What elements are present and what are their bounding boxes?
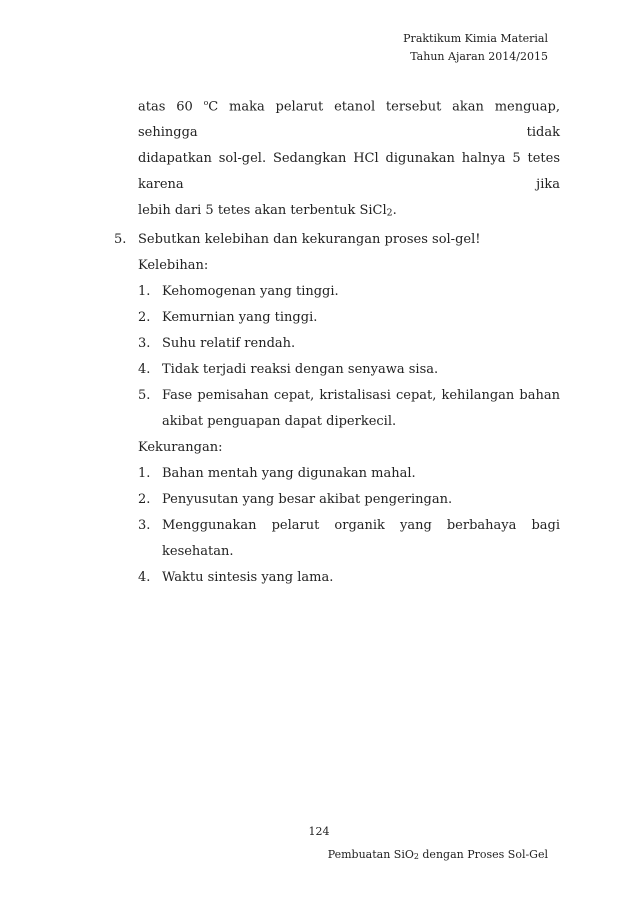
item-text: Kehomogenan yang tinggi. (162, 283, 339, 299)
footer-title-text: dengan Proses Sol-Gel (418, 848, 548, 861)
item-number: 1. (138, 465, 151, 481)
item-number: 3. (138, 517, 151, 533)
header-course: Praktikum Kimia Material (403, 32, 548, 45)
question-text: Sebutkan kelebihan dan kekurangan proses sol-gel! (138, 231, 481, 247)
subscript: 2 (413, 852, 419, 862)
subscript: 2 (386, 207, 393, 219)
intro-text: . (392, 203, 397, 219)
kelebihan-heading: Kelebihan: (138, 257, 209, 273)
list-item (114, 383, 560, 435)
item-number: 5. (138, 387, 151, 403)
kelebihan-list (114, 279, 560, 435)
item-number: 1. (138, 283, 151, 299)
intro-text: atas 60 (138, 99, 204, 115)
page-number: 124 (308, 825, 330, 838)
list-item (114, 565, 560, 591)
intro-line-3 (114, 198, 560, 226)
kekurangan-heading: Kekurangan: (138, 439, 223, 455)
intro-line-1 (114, 90, 560, 146)
list-item (114, 487, 560, 513)
item-text: Waktu sintesis yang lama. (162, 569, 334, 585)
list-item (114, 305, 560, 331)
list-item (114, 279, 560, 305)
item-text: Menggunakan pelarut organik yang berbahaya bagi kesehatan. (162, 517, 560, 559)
item-text: Bahan mentah yang digunakan mahal. (162, 465, 416, 481)
item-text: Kemurnian yang tinggi. (162, 309, 318, 325)
list-item (114, 513, 560, 565)
page-header (403, 30, 548, 66)
list-item (114, 461, 560, 487)
item-number: 2. (138, 309, 151, 325)
item-number: 4. (138, 361, 151, 377)
page-content (114, 90, 560, 591)
item-text: Fase pemisahan cepat, kristalisasi cepat, kehilangan bahan akibat penguapan dapat diperkecil. (162, 387, 560, 429)
question-5 (114, 227, 560, 253)
question-number: 5. (114, 231, 127, 247)
kekurangan-list (114, 461, 560, 591)
footer-title-text: Pembuatan SiO (327, 848, 414, 861)
item-number: 2. (138, 491, 151, 507)
intro-line-2: didapatkan sol-gel. Sedangkan HCl digunakan halnya 5 tetes karena jika (138, 151, 560, 193)
item-text: Tidak terjadi reaksi dengan senyawa sisa. (162, 361, 439, 377)
intro-text: lebih dari 5 tetes akan terbentuk SiCl (138, 203, 387, 219)
intro-text: C maka pelarut etanol tersebut akan menguap, sehingga tidak (138, 99, 560, 141)
item-text: Penyusutan yang besar akibat pengeringan. (162, 491, 453, 507)
footer-title (328, 848, 548, 861)
item-number: 3. (138, 335, 151, 351)
header-year: Tahun Ajaran 2014/2015 (410, 50, 548, 63)
list-item (114, 357, 560, 383)
item-text: Suhu relatif rendah. (162, 335, 296, 351)
degree-sup: o (203, 98, 209, 107)
item-number: 4. (138, 569, 151, 585)
list-item (114, 331, 560, 357)
